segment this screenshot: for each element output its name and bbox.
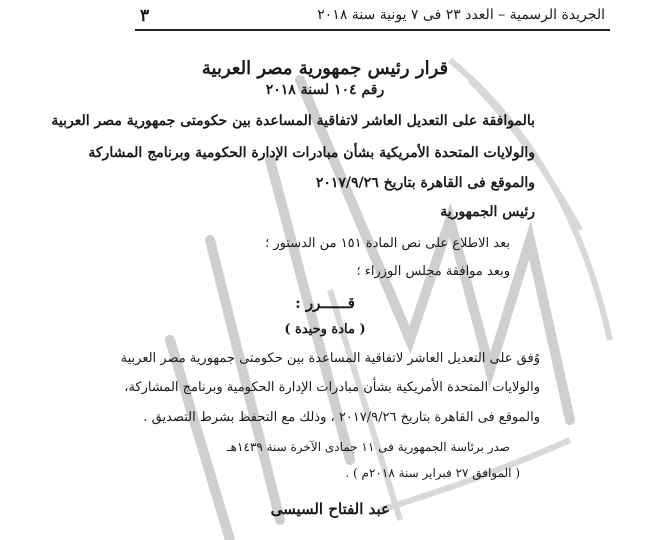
header-issue-line: الجريدة الرسمية – العدد ٢٣ فى ٧ يونية سنة ٢٠١٨ [317,7,605,23]
decree-subject-line: والولايات المتحدة الأمريكية بشأن مبادرات الإدارة الحكومية وبرنامج المشاركة [88,145,535,161]
decree-subject-line: بالموافقة على التعديل العاشر لاتفاقية المساعدة بين حكومتى جمهورية مصر العربية [51,113,535,129]
decree-issuer: رئيس الجمهورية [440,204,535,220]
preamble-line: وبعد موافقة مجلس الوزراء ؛ [356,264,510,279]
page-number: ٣ [140,6,150,26]
header-divider [135,29,610,31]
decree-subject-line: والموقع فى القاهرة بتاريخ ٢٠١٧/٩/٢٦ [315,175,535,191]
preamble-line: بعد الاطلاع على نص المادة ١٥١ من الدستور ؛ [265,236,510,251]
decreed-heading: قــــــرر : [295,294,355,312]
article-body-line: والموقع فى القاهرة بتاريخ ٢٠١٧/٩/٢٦ ، وذلك مع التحفظ بشرط التصديق . [143,410,540,425]
issued-gregorian-line: ( الموافق ٢٧ فبراير سنة ٢٠١٨م ) . [345,466,520,480]
issued-at-line: صدر برئاسة الجمهورية فى ١١ جمادى الآخرة سنة ١٤٣٩هـ [227,440,510,454]
article-body-line: والولايات المتحدة الأمريكية بشأن مبادرات الإدارة الحكومية وبرنامج المشاركة، [124,380,540,395]
article-body-line: وُفق على التعديل العاشر لاتفاقية المساعدة بين حكومتى جمهورية مصر العربية [120,351,540,366]
article-heading: ( مادة وحيدة ) [284,322,366,337]
signature: عبد الفتاح السيسى [270,500,390,518]
decree-title: قرار رئيس جمهورية مصر العربية [201,58,449,79]
gazette-header [0,0,650,40]
decree-number: رقم ١٠٤ لسنة ٢٠١٨ [265,82,385,98]
